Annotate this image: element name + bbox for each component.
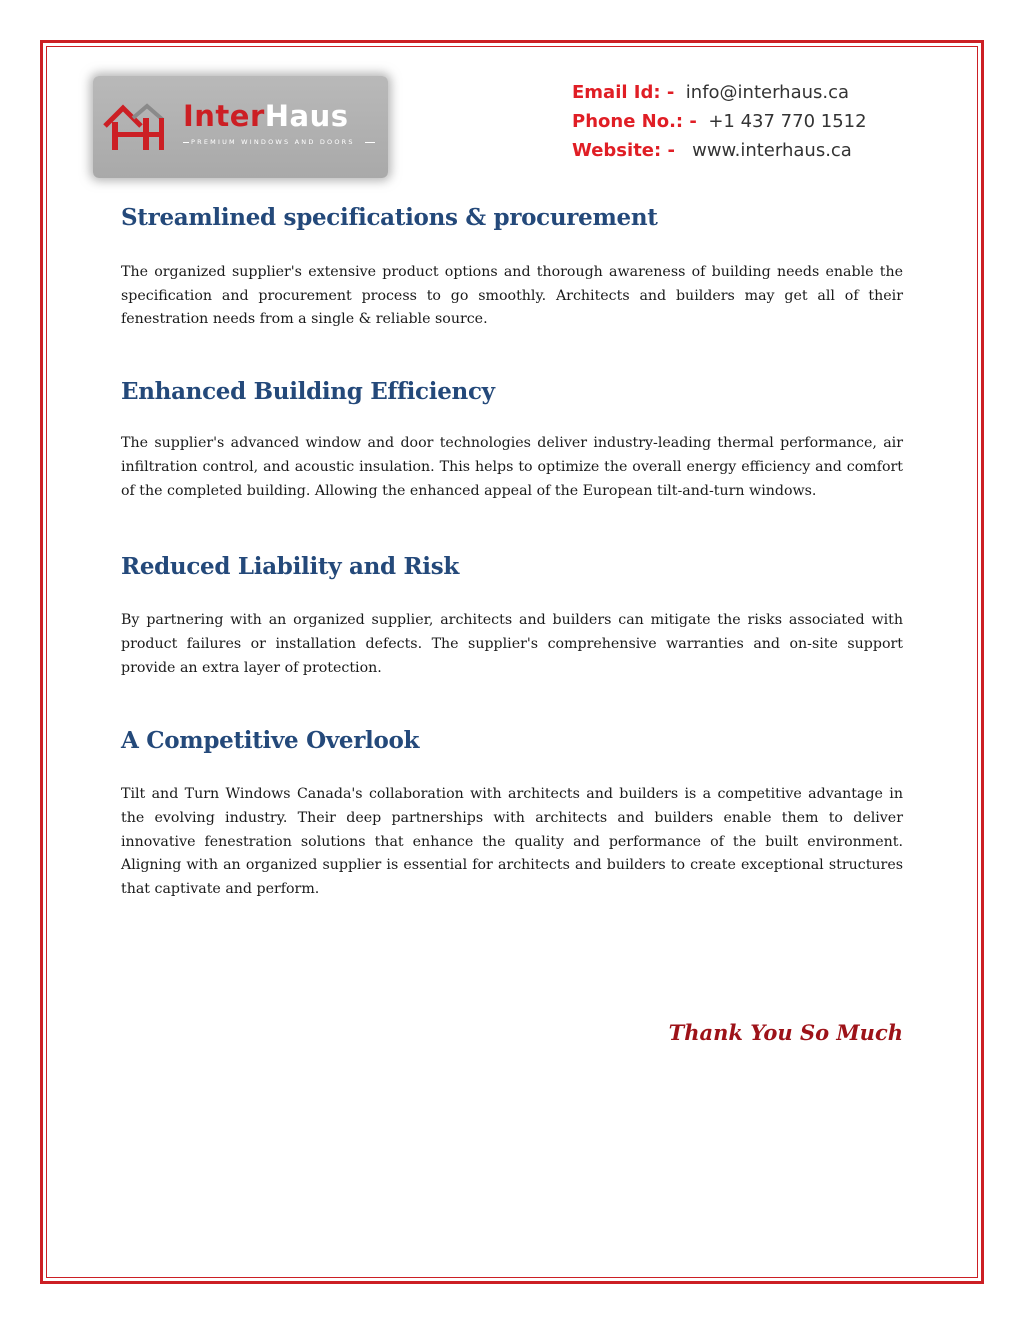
contact-phone-row: [572, 107, 867, 136]
email-value[interactable]: info@interhaus.ca: [685, 82, 850, 103]
company-logo: [93, 76, 388, 178]
logo-rule-left: [183, 142, 189, 143]
section-heading: Streamlined specifications & procurement: [121, 204, 658, 231]
section-heading: Enhanced Building Efficiency: [121, 378, 495, 406]
contact-block: [572, 78, 867, 165]
email-label: Email Id: -: [572, 82, 675, 103]
website-value[interactable]: www.interhaus.ca: [692, 140, 852, 161]
logo-rule-right: [365, 142, 375, 143]
section-paragraph: Tilt and Turn Windows Canada's collaboration with architects and builders is a competitive advantage in the evolving industry. Their deep partnerships with architects and builders enable them to deliver innovative fenestration solutions that enhance the quality and performance of the built environment. Aligning with an organized supplier is essential for architects and builders to create exceptional structures that captivate and perform.: [121, 786, 903, 898]
website-label: Website: -: [572, 140, 675, 161]
logo-word-inter: Inter: [183, 99, 265, 133]
contact-website-row: [572, 136, 867, 165]
section-paragraph: The organized supplier's extensive product options and thorough awareness of building needs enable the specification and procurement process to go smoothly. Architects and builders may get all of their fenestration needs from a single & reliable source.: [121, 264, 903, 328]
section-heading: A Competitive Overlook: [121, 727, 420, 755]
section-paragraph: The supplier's advanced window and door technologies deliver industry-leading thermal performance, air infiltration control, and acoustic insulation. This helps to optimize the overall energy efficiency and comfort of the completed building. Allowing the enhanced appeal of the European tilt-and-turn windows.: [121, 435, 903, 499]
section-heading: Reduced Liability and Risk: [121, 553, 460, 581]
section-paragraph: By partnering with an organized supplier, architects and builders can mitigate the risks associated with product failures or installation defects. The supplier's comprehensive warranties and on-site support provide an extra layer of protection.: [121, 612, 903, 676]
contact-email-row: [572, 78, 867, 107]
phone-value[interactable]: +1 437 770 1512: [708, 111, 867, 132]
closing-thank-you: Thank You So Much: [668, 1020, 903, 1045]
house-h-logo-icon: [103, 100, 175, 152]
logo-wordmark: [183, 99, 349, 133]
phone-label: Phone No.: -: [572, 111, 697, 132]
logo-tagline: PREMIUM WINDOWS AND DOORS: [191, 138, 355, 146]
logo-word-haus: Haus: [264, 99, 349, 133]
document-body: [121, 200, 903, 902]
